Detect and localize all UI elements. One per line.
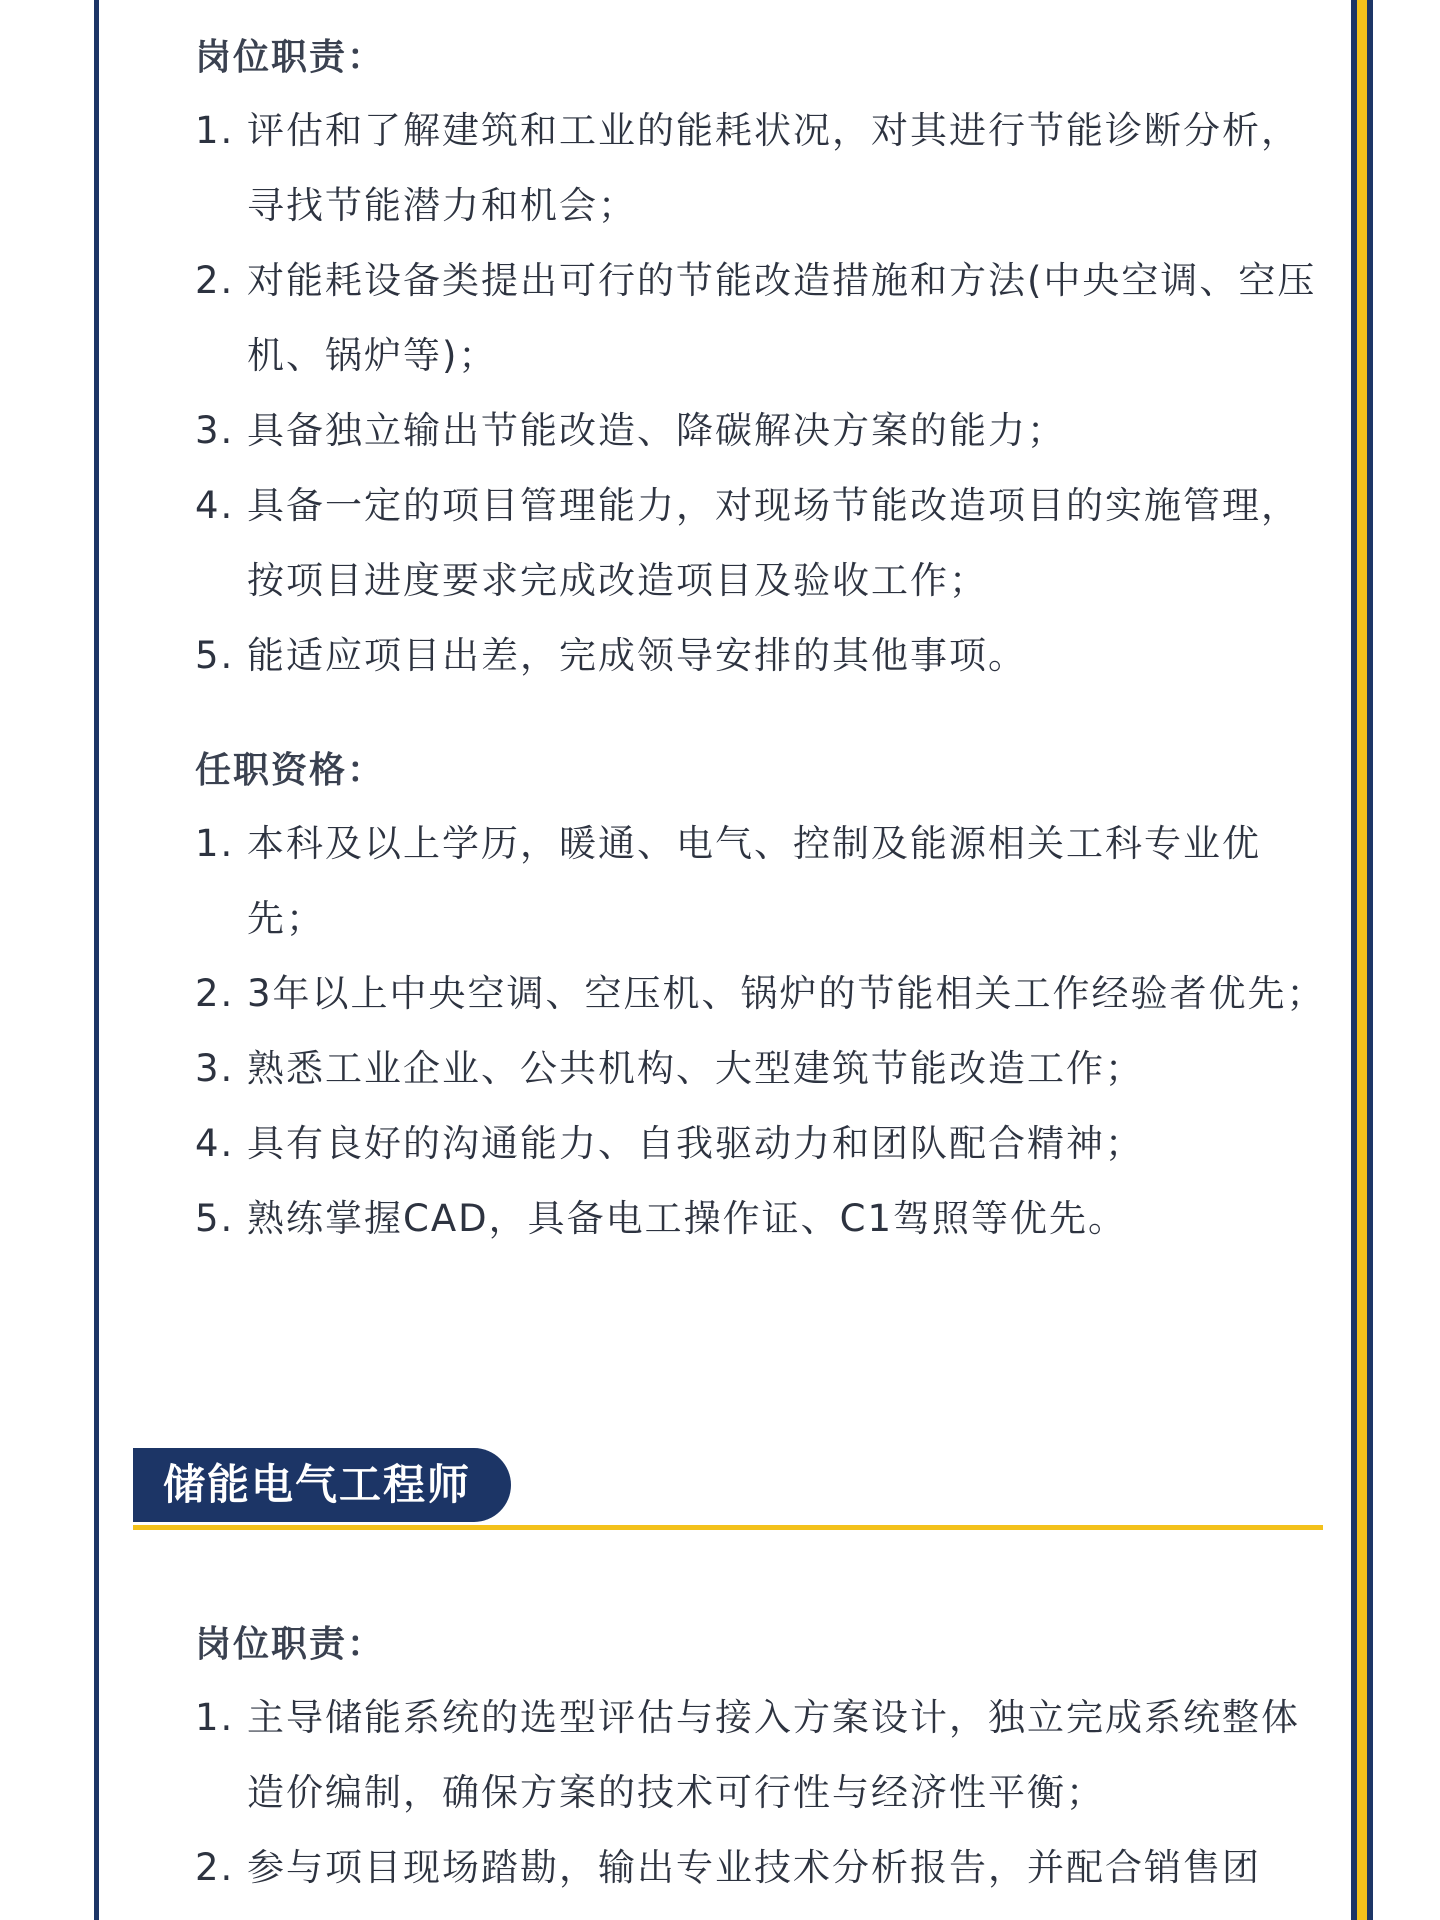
list-number: 2.	[195, 259, 235, 302]
list-number: 3.	[195, 1047, 235, 1090]
list-text: 对能耗设备类提出可行的节能改造措施和方法(中央空调、空压机、锅炉等)；	[247, 259, 1317, 377]
list-number: 1.	[195, 822, 235, 865]
frame-left-border	[94, 0, 99, 1920]
list-number: 1.	[195, 1696, 235, 1739]
section1-duties	[195, 33, 1335, 693]
list-text: 本科及以上学历，暖通、电气、控制及能源相关工科专业优先；	[247, 822, 1261, 940]
list-item	[195, 93, 1335, 243]
duties-heading: 岗位职责：	[195, 1624, 386, 1665]
list-number: 1.	[195, 109, 235, 152]
section-title: 储能电气工程师	[133, 1448, 511, 1522]
duties-heading: 岗位职责：	[195, 37, 386, 78]
list-text: 参与项目现场踏勘，输出专业技术分析报告，并配合销售团	[247, 1846, 1261, 1889]
list-text: 熟练掌握CAD，具备电工操作证、C1驾照等优先。	[247, 1197, 1128, 1240]
list-text: 能适应项目出差，完成领导安排的其他事项。	[247, 634, 1027, 677]
list-item	[195, 618, 1335, 693]
duties-list	[195, 1680, 1335, 1905]
list-number: 5.	[195, 634, 235, 677]
duties-list	[195, 93, 1335, 693]
list-number: 4.	[195, 1122, 235, 1165]
list-text: 熟悉工业企业、公共机构、大型建筑节能改造工作；	[247, 1047, 1144, 1090]
section2-duties	[195, 1620, 1335, 1905]
list-text: 主导储能系统的选型评估与接入方案设计，独立完成系统整体造价编制，确保方案的技术可行性与经济性平衡；	[247, 1696, 1300, 1814]
list-number: 2.	[195, 972, 235, 1015]
list-text: 评估和了解建筑和工业的能耗状况，对其进行节能诊断分析，寻找节能潜力和机会；	[247, 109, 1300, 227]
list-text: 3年以上中央空调、空压机、锅炉的节能相关工作经验者优先；	[247, 972, 1326, 1015]
list-text: 具有良好的沟通能力、自我驱动力和团队配合精神；	[247, 1122, 1144, 1165]
list-number: 4.	[195, 484, 235, 527]
title-underline	[133, 1525, 1323, 1530]
section1-qualifications	[195, 746, 1335, 1256]
list-text: 具备独立输出节能改造、降碳解决方案的能力；	[247, 409, 1066, 452]
frame-right-border	[1351, 0, 1373, 1920]
quals-heading: 任职资格：	[195, 750, 386, 791]
list-item	[195, 468, 1335, 618]
list-item	[195, 956, 1335, 1031]
list-item	[195, 1181, 1335, 1256]
list-item	[195, 1680, 1335, 1830]
list-item	[195, 1830, 1335, 1905]
quals-list	[195, 806, 1335, 1256]
list-item	[195, 393, 1335, 468]
section-title-bar	[133, 1448, 1323, 1532]
list-item	[195, 1031, 1335, 1106]
list-number: 3.	[195, 409, 235, 452]
list-text: 具备一定的项目管理能力，对现场节能改造项目的实施管理，按项目进度要求完成改造项目及验收工作；	[247, 484, 1300, 602]
list-number: 2.	[195, 1846, 235, 1889]
list-number: 5.	[195, 1197, 235, 1240]
list-item	[195, 806, 1335, 956]
list-item	[195, 243, 1335, 393]
list-item	[195, 1106, 1335, 1181]
